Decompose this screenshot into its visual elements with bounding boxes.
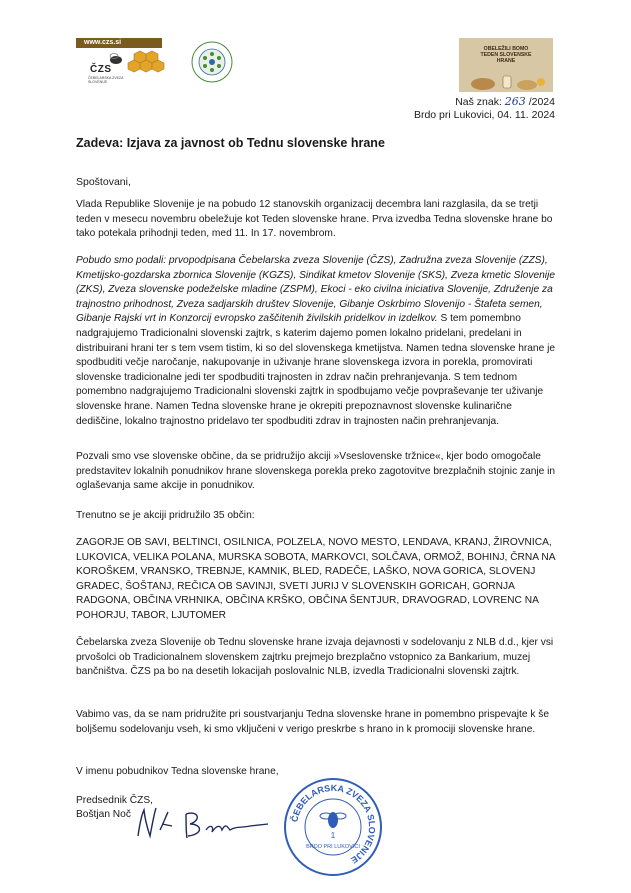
- stamp-number: 1: [330, 831, 336, 840]
- official-stamp: [282, 776, 384, 878]
- signer-role: Predsednik ČZS,: [76, 795, 154, 806]
- paragraph-3: Pozvali smo vse slovenske občine, da se pridružijo akciji »Vseslovenske tržnice«, kjer bodo omogočale predstavitev lokalnih ponudnikov hrane slovenskega porekla preko zagotovitve brezplačnih stojnic zanje in oglaševanja same akcije in ponudnikov.: [76, 451, 556, 492]
- badge-text: OBELEŽILI BOMO TEDEN SLOVENSKE HRANE: [480, 46, 532, 64]
- closing-line: V imenu pobudnikov Tedna slovenske hrane,: [76, 766, 279, 777]
- food-week-round-logo: [190, 40, 234, 84]
- badge-food-illustration: [459, 70, 553, 92]
- initiators-list: Pobudo smo podali: prvopodpisana Čebelarska zveza Slovenije (ČZS), Zadružna zveza Slovenije (ZZS), Kmetijsko-gozdarska zbornica Slovenije (KGZS), Sindikat kmetov Slovenije (SKS), Zveza kmetic Slovenije (ZKS), Zveza slovenske podeželske mladine (ZSPM), Ekoci - eko civilna iniciativa Slovenije, Združenje za trajnostno prihodnost, Zveza sadjarskih društev Slovenije, Gibanje Oskrbimo Slovenijo - Štafeta semen, Gibanje Rajski vrt in Konzorcij evropsko zaščitenih živilskih pridelkov in izdelkov.: [76, 255, 555, 325]
- paragraph-7: Vabimo vas, da se nam pridružite pri soustvarjanju Tedna slovenske hrane in pomembno prispevajte k še boljšemu sodelovanju vseh, ki smo vključeni v verigo preskrbe s hrano in k promociji slovenske hrane.: [76, 709, 550, 735]
- handwritten-signature: [132, 800, 272, 845]
- paragraph-2-rest: S tem pomembno nadgrajujemo Tradicionalni slovenski zajtrk, s katerim dajemo pomen lokalno pridelani, predelani in distribuirani hrani ter s tem vsem tistim, ki so del slovenskega kmetijstva. Namen tedna slovenske hrane je spodbuditi večje naročanje, nakupovanje in uživanje hrane slovenskega izvora in porekla, promovirati slovenske tradicionalne jedi ter spodbuditi trajnosten in zdrav način prehranjevanja. S tem tednom pomembno nadgrajujemo Tradicionalni slovenski zajtrk in spodbujamo večje povpraševanje ter uživanje slovenske hrane. Namen Tedna slovenske hrane je okrepiti prepoznavnost slovenske kulinarične dediščine, lokalno trajnostno pridelavo ter spodbuditi zdrav in trajnosten način prehranjevanja.: [76, 313, 556, 427]
- food-week-badge: [459, 38, 553, 92]
- paragraph-2: [76, 254, 556, 429]
- letter-subject: Zadeva: Izjava za javnost ob Tednu slovenske hrane: [76, 136, 385, 150]
- paragraph-1: Vlada Republike Slovenije je na pobudo 12 stanovskih organizacij decembra lani razglasila, da se tretji teden v mesecu novembru obeležuje kot Teden slovenske hrane. Prva izvedba Tedna slovenske hrane bo tako potekala prihodnji teden, med 11. In 17. novembrom.: [76, 199, 553, 240]
- reference-number: Naš znak: 263 /2024: [455, 95, 555, 108]
- bee-icon: [320, 812, 346, 828]
- place-date: Brdo pri Lukovici, 04. 11. 2024: [413, 109, 555, 121]
- czs-logo-subtext: ČEBELARSKA ZVEZA SLOVENIJE: [88, 76, 124, 84]
- handwritten-number: 263: [504, 95, 526, 108]
- stamp-inner-text: BRDO PRI LUKOVICI: [306, 844, 360, 850]
- paragraph-4: Trenutno se je akciji pridružilo 35 občin:: [76, 510, 255, 521]
- reference-block: [414, 95, 555, 122]
- paragraph-6: Čebelarska zveza Slovenije ob Tednu slovenske hrane izvaja dejavnosti v sodelovanju z NLB d.d., kjer vsi prvošolci ob Tradicionalnem slovenskem zajtrku prejmejo brezplačno vstopnico za Bankarium, muzej bančništva. ČZS pa bo na desetih lokacijah poslovalnic NLB, izvedla Tradicionalni slovenski zajtrk.: [76, 637, 554, 678]
- signer-name: Boštjan Noč: [76, 809, 131, 820]
- logo-url-bar: www.czs.si: [76, 38, 162, 48]
- municipalities-list: ZAGORJE OB SAVI, BELTINCI, OSILNICA, POLZELA, NOVO MESTO, LENDAVA, KRANJ, ŽIROVNICA, LUKOVICA, VELIKA POLANA, MURSKA SOBOTA, MARKOVCI, SOLČAVA, ORMOŽ, BOHINJ, ČRNA NA KOROŠKEM, VRANSKO, TREBNJE, KAMNIK, BLED, RADEČE, LAŠKO, NOVA GORICA, SLOVENJ GRADEC, ŠOŠTANJ, REČICA OB SAVINJI, SVETI JURIJ V SLOVENSKIH GORICAH, GORNJA RADGONA, OBČINA VRHNIKA, OBČINA KRŠKO, OBČINA ŠENTJUR, DRAVOGRAD, LOVRENC NA POHORJU, TABOR, LJUTOMER: [76, 537, 555, 621]
- greeting: Spoštovani,: [76, 176, 131, 188]
- czs-logo-text: ČZS: [90, 64, 112, 75]
- stamp-outer-text: ČEBELARSKA ZVEZA SLOVENIJE: [289, 782, 378, 866]
